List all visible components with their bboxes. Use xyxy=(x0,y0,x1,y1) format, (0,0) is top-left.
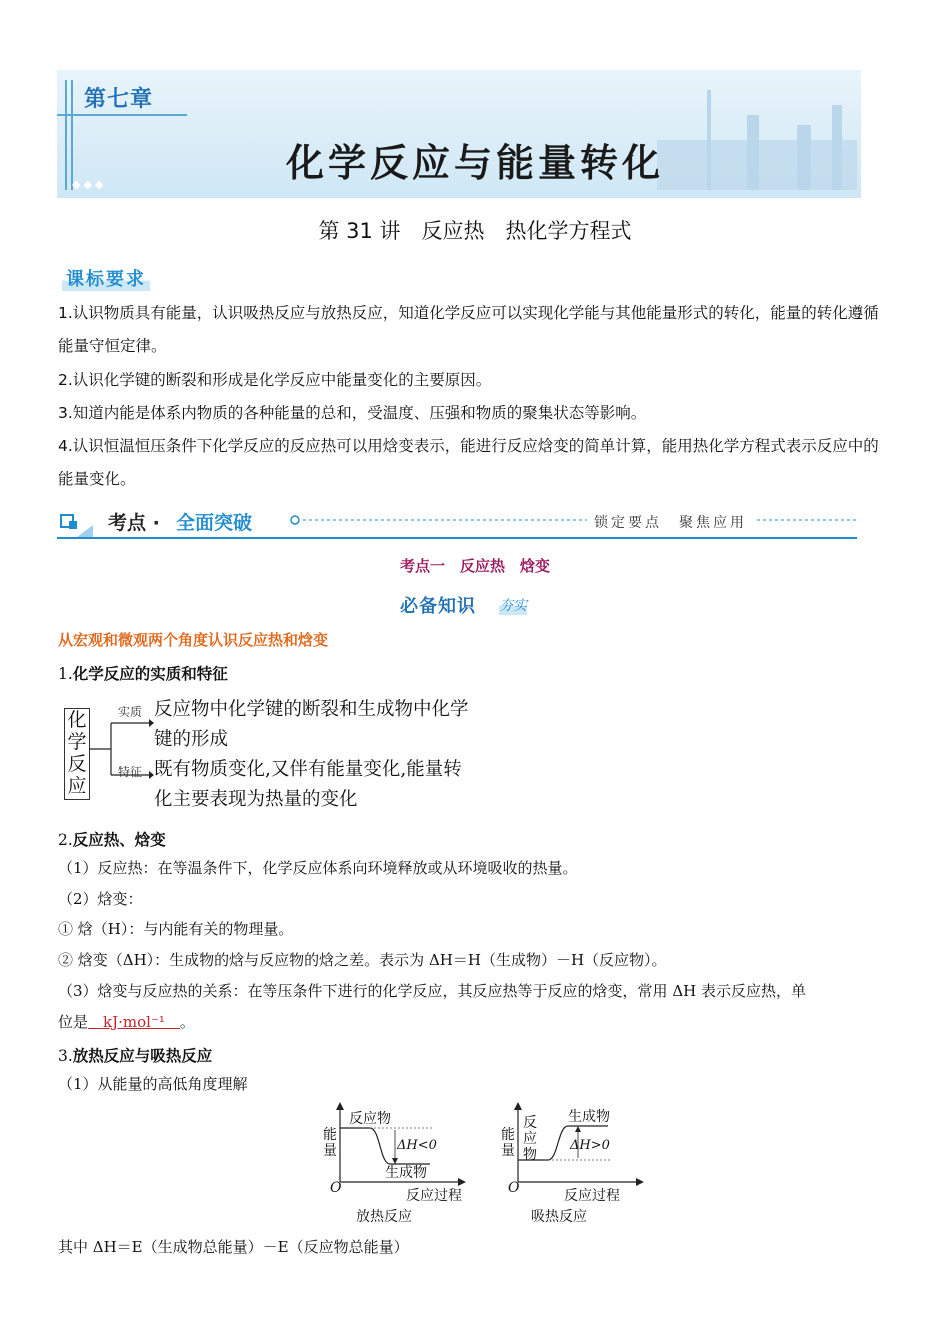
endo-product-label: 生成物 xyxy=(568,1109,610,1125)
endo-x-label: 反应过程 xyxy=(564,1188,620,1204)
section-number: 1. xyxy=(58,665,73,683)
answer-suffix: 。 xyxy=(179,1013,195,1031)
feature-line: 化主要表现为热量的变化 xyxy=(154,789,358,810)
endo-y-label: 能量 xyxy=(501,1127,515,1159)
answer-prefix: 位是 xyxy=(58,1013,89,1031)
exo-top-label: 反应物 xyxy=(349,1111,391,1127)
banner-line xyxy=(57,114,187,116)
requirements-heading: 课标要求 xyxy=(62,265,150,291)
essence-label: 实质 xyxy=(118,705,143,719)
paragraph: （1）反应热：在等温条件下，化学反应体系向环境释放或从环境吸收的热量。 xyxy=(58,859,578,877)
exo-delta-label: ΔH<0 xyxy=(397,1138,437,1153)
section-1-heading xyxy=(58,662,228,684)
lecture-title: 第 31 讲 反应热 热化学方程式 xyxy=(318,219,632,243)
essence-line: 反应物中化学键的断裂和生成物中化学 xyxy=(154,699,469,720)
endo-origin: O xyxy=(508,1180,520,1196)
section-title: 放热反应与吸热反应 xyxy=(72,1047,213,1065)
must-know-tag: 夯实 xyxy=(499,595,527,615)
section-number: 3. xyxy=(58,1047,73,1065)
paragraph: （2）焓变： xyxy=(58,890,143,908)
feature-line: 既有物质变化,又伴有能量变化,能量转 xyxy=(154,759,462,780)
reaction-char: 应 xyxy=(67,775,87,797)
paragraph: （1）从能量的高低角度理解 xyxy=(58,1075,248,1093)
section-title-b: 全面突破 xyxy=(176,512,253,534)
reaction-char: 学 xyxy=(67,731,87,753)
feature-label: 特征 xyxy=(118,765,143,779)
chapter-label: 第七章 xyxy=(84,87,154,112)
endo-delta-label: ΔH>0 xyxy=(570,1138,610,1153)
requirement-item: 4.认识恒温恒压条件下化学反应的反应热可以用焓变表示，能进行反应焓变的简单计算，能用热化学方程式表示反应中的能量变化。 xyxy=(58,437,879,488)
exo-bottom-label: 生成物 xyxy=(385,1165,427,1181)
section-subtitle: 锁定要点 聚焦应用 xyxy=(588,512,753,532)
reaction-char: 化 xyxy=(67,709,87,731)
diamond-decoration: ◆◆◆ xyxy=(72,178,107,191)
section-number: 2. xyxy=(58,831,73,849)
kaodian-title: 考点一 反应热 焓变 xyxy=(399,557,550,575)
requirement-item: 3.知道内能是体系内物质的各种能量的总和，受温度、压强和物质的聚集状态等影响。 xyxy=(58,404,647,422)
section-title-a: 考点 · xyxy=(108,512,160,534)
paragraph: （3）焓变与反应热的关系：在等压条件下进行的化学反应，其反应热等于反应的焓变，常用 ΔH 表示反应热，单 xyxy=(58,982,806,1000)
section-2-heading xyxy=(58,828,166,850)
paragraph: ② 焓变（ΔH）：生成物的焓与反应物的焓之差。表示为 ΔH＝H（生成物）－H（反应物）。 xyxy=(58,951,667,969)
reaction-char: 反 xyxy=(67,753,87,775)
endo-reactant-label: 反应物 xyxy=(523,1115,537,1163)
essence-line: 键的形成 xyxy=(154,729,229,750)
exo-y-label: 能量 xyxy=(323,1127,337,1159)
section-title: 化学反应的实质和特征 xyxy=(72,665,228,683)
exo-x-label: 反应过程 xyxy=(406,1188,462,1204)
section-3-heading xyxy=(58,1044,212,1066)
must-know-label: 必备知识 xyxy=(400,596,476,617)
paragraph: ① 焓（H）：与内能有关的物理量。 xyxy=(58,920,294,938)
requirement-item: 1.认识物质具有能量，认识吸热反应与放热反应，知道化学反应可以实现化学能与其他能量形式的转化，能量的转化遵循能量守恒定律。 xyxy=(58,304,879,355)
orange-heading: 从宏观和微观两个角度认识反应热和焓变 xyxy=(58,631,329,649)
endo-caption: 吸热反应 xyxy=(531,1209,587,1225)
paragraph xyxy=(58,1007,894,1038)
requirement-item: 2.认识化学键的断裂和形成是化学反应中能量变化的主要原因。 xyxy=(58,371,492,389)
formula-line: 其中 ΔH＝E（生成物总能量）－E（反应物总能量） xyxy=(58,1238,409,1256)
answer-blank: kJ·mol⁻¹ xyxy=(88,1013,180,1031)
exo-origin: O xyxy=(330,1180,342,1196)
chapter-title: 化学反应与能量转化 xyxy=(285,140,664,185)
reaction-box xyxy=(64,708,90,800)
section-title: 反应热、焓变 xyxy=(72,831,166,849)
exo-caption: 放热反应 xyxy=(356,1209,412,1225)
